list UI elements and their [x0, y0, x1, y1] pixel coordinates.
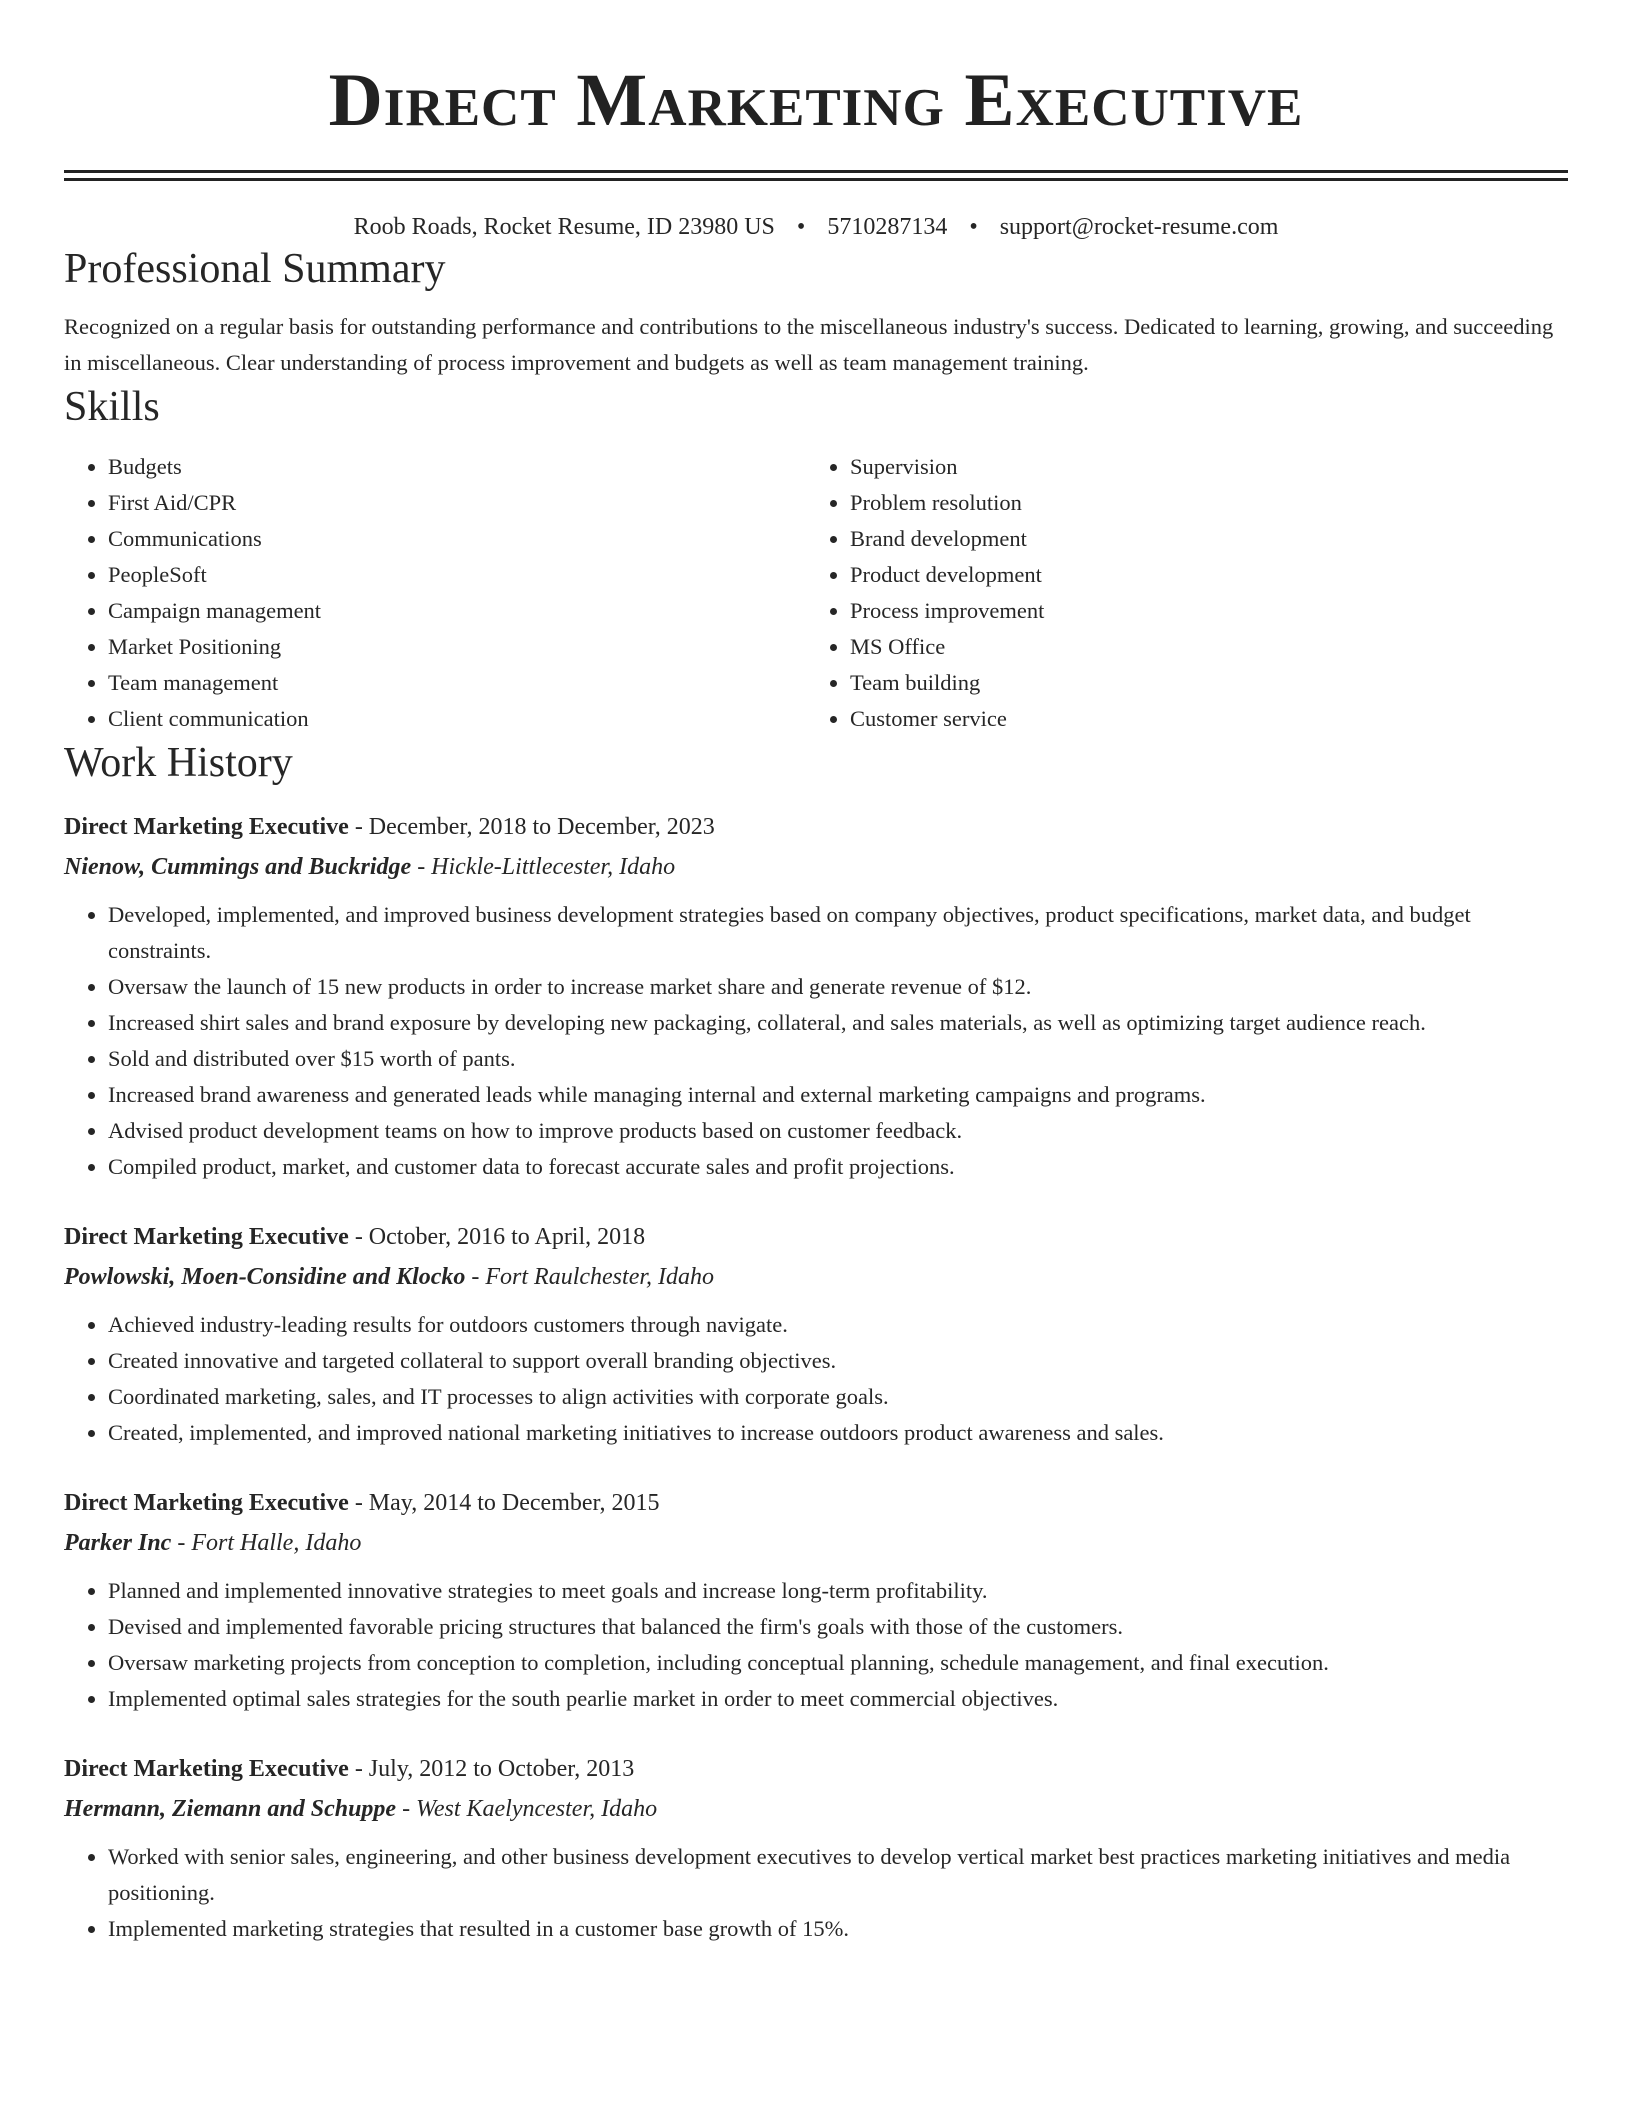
contact-phone: 5710287134: [827, 214, 948, 240]
job-company: Powlowski, Moen-Considine and Klocko: [64, 1264, 466, 1290]
page-title: Direct Marketing Executive: [328, 59, 1304, 142]
job-entry: [64, 1485, 1568, 1717]
job-bullet: • Implemented optimal sales strategies for the south pearlie market in order to meet commercial objectives.: [108, 1681, 1568, 1717]
job-bullets: [64, 1307, 1568, 1451]
job-entry: [64, 809, 1568, 1185]
job-bullet: • Planned and implemented innovative strategies to meet goals and increase long-term profitability.: [108, 1573, 1568, 1609]
job-dates: - October, 2016 to April, 2018: [348, 1224, 646, 1250]
skill-item: • Customer service: [850, 701, 1548, 737]
job-company: Parker Inc: [64, 1530, 172, 1556]
contact-address: Roob Roads, Rocket Resume, ID 23980 US: [353, 214, 775, 240]
job-bullet: • Sold and distributed over $15 worth of pants.: [108, 1041, 1568, 1077]
job-title-line: [64, 1485, 1568, 1521]
skill-item: • Supervision: [850, 449, 1548, 485]
job-company: Hermann, Ziemann and Schuppe: [64, 1796, 397, 1822]
skill-item: • Market Positioning: [108, 629, 806, 665]
job-location: - West Kaelyncester, Idaho: [396, 1796, 658, 1822]
job-location: - Fort Halle, Idaho: [171, 1530, 362, 1556]
job-bullet: • Compiled product, market, and customer data to forecast accurate sales and profit projections.: [108, 1149, 1568, 1185]
work-history-heading: Work History: [64, 740, 293, 786]
job-bullet: • Created innovative and targeted collateral to support overall branding objectives.: [108, 1343, 1568, 1379]
job-dates: - May, 2014 to December, 2015: [348, 1490, 660, 1516]
title-divider: [64, 170, 1568, 181]
work-history-list: [64, 809, 1568, 1947]
job-title-line: [64, 1751, 1568, 1787]
job-role: Direct Marketing Executive: [64, 814, 349, 840]
job-company-line: [64, 1791, 1568, 1827]
job-bullet: • Implemented marketing strategies that resulted in a customer base growth of 15%.: [108, 1911, 1568, 1947]
job-bullet: • Oversaw marketing projects from conception to completion, including conceptual planning, schedule management, and final execution.: [108, 1645, 1568, 1681]
summary-text: Recognized on a regular basis for outstanding performance and contributions to the miscellaneous industry's success. Dedicated to learning, growing, and succeeding in miscellaneous. Clear understanding of process improvement and budgets as well as team management training.: [64, 314, 1554, 375]
skill-item: • PeopleSoft: [108, 557, 806, 593]
job-bullet: • Achieved industry-leading results for outdoors customers through navigate.: [108, 1307, 1568, 1343]
job-role: Direct Marketing Executive: [64, 1224, 349, 1250]
job-bullet: • Worked with senior sales, engineering, and other business development executives to develop vertical market best practices marketing initiatives and media positioning.: [108, 1839, 1568, 1911]
job-company-line: [64, 849, 1568, 885]
skill-item: • Campaign management: [108, 593, 806, 629]
job-bullet: • Increased brand awareness and generated leads while managing internal and external marketing campaigns and programs.: [108, 1077, 1568, 1113]
skill-item: • Brand development: [850, 521, 1548, 557]
skill-item: • Team management: [108, 665, 806, 701]
job-company-line: [64, 1259, 1568, 1295]
job-location: - Hickle-Littlecester, Idaho: [411, 854, 676, 880]
job-dates: - December, 2018 to December, 2023: [348, 814, 715, 840]
job-bullets: [64, 897, 1568, 1185]
contact-email: support@rocket-resume.com: [999, 214, 1279, 240]
job-company: Nienow, Cummings and Buckridge: [64, 854, 412, 880]
skill-item: • Client communication: [108, 701, 806, 737]
skill-item: • Problem resolution: [850, 485, 1548, 521]
job-bullet: • Coordinated marketing, sales, and IT processes to align activities with corporate goals.: [108, 1379, 1568, 1415]
job-entry: [64, 1219, 1568, 1451]
job-bullet: • Developed, implemented, and improved business development strategies based on company objectives, product specifications, market data, and budget constraints.: [108, 897, 1568, 969]
skill-item: • Team building: [850, 665, 1548, 701]
job-role: Direct Marketing Executive: [64, 1490, 349, 1516]
contact-separator: •: [796, 214, 806, 240]
job-bullets: [64, 1839, 1568, 1947]
job-entry: [64, 1751, 1568, 1947]
job-bullet: • Increased shirt sales and brand exposure by developing new packaging, collateral, and sales materials, as well as optimizing target audience reach.: [108, 1005, 1568, 1041]
skill-item: • Product development: [850, 557, 1548, 593]
skills-heading: Skills: [64, 384, 160, 430]
skill-item: • Budgets: [108, 449, 806, 485]
job-dates: - July, 2012 to October, 2013: [348, 1756, 635, 1782]
skills-list-left: [64, 449, 806, 737]
job-location: - Fort Raulchester, Idaho: [465, 1264, 715, 1290]
job-bullet: • Advised product development teams on how to improve products based on customer feedback.: [108, 1113, 1568, 1149]
job-company-line: [64, 1525, 1568, 1561]
job-bullets: [64, 1573, 1568, 1717]
skill-item: • First Aid/CPR: [108, 485, 806, 521]
skill-item: • Communications: [108, 521, 806, 557]
job-title-line: [64, 809, 1568, 845]
job-bullet: • Devised and implemented favorable pricing structures that balanced the firm's goals with those of the customers.: [108, 1609, 1568, 1645]
contact-separator: •: [969, 214, 978, 240]
skill-item: • MS Office: [850, 629, 1548, 665]
skills-list-right: [806, 449, 1548, 737]
job-bullet: • Created, implemented, and improved national marketing initiatives to increase outdoors product awareness and sales.: [108, 1415, 1568, 1451]
job-role: Direct Marketing Executive: [64, 1756, 349, 1782]
summary-heading: Professional Summary: [64, 246, 446, 292]
job-title-line: [64, 1219, 1568, 1255]
contact-line: [64, 211, 1568, 243]
skills-columns: [64, 449, 1568, 737]
job-bullet: • Oversaw the launch of 15 new products in order to increase market share and generate revenue of $12.: [108, 969, 1568, 1005]
skill-item: • Process improvement: [850, 593, 1548, 629]
